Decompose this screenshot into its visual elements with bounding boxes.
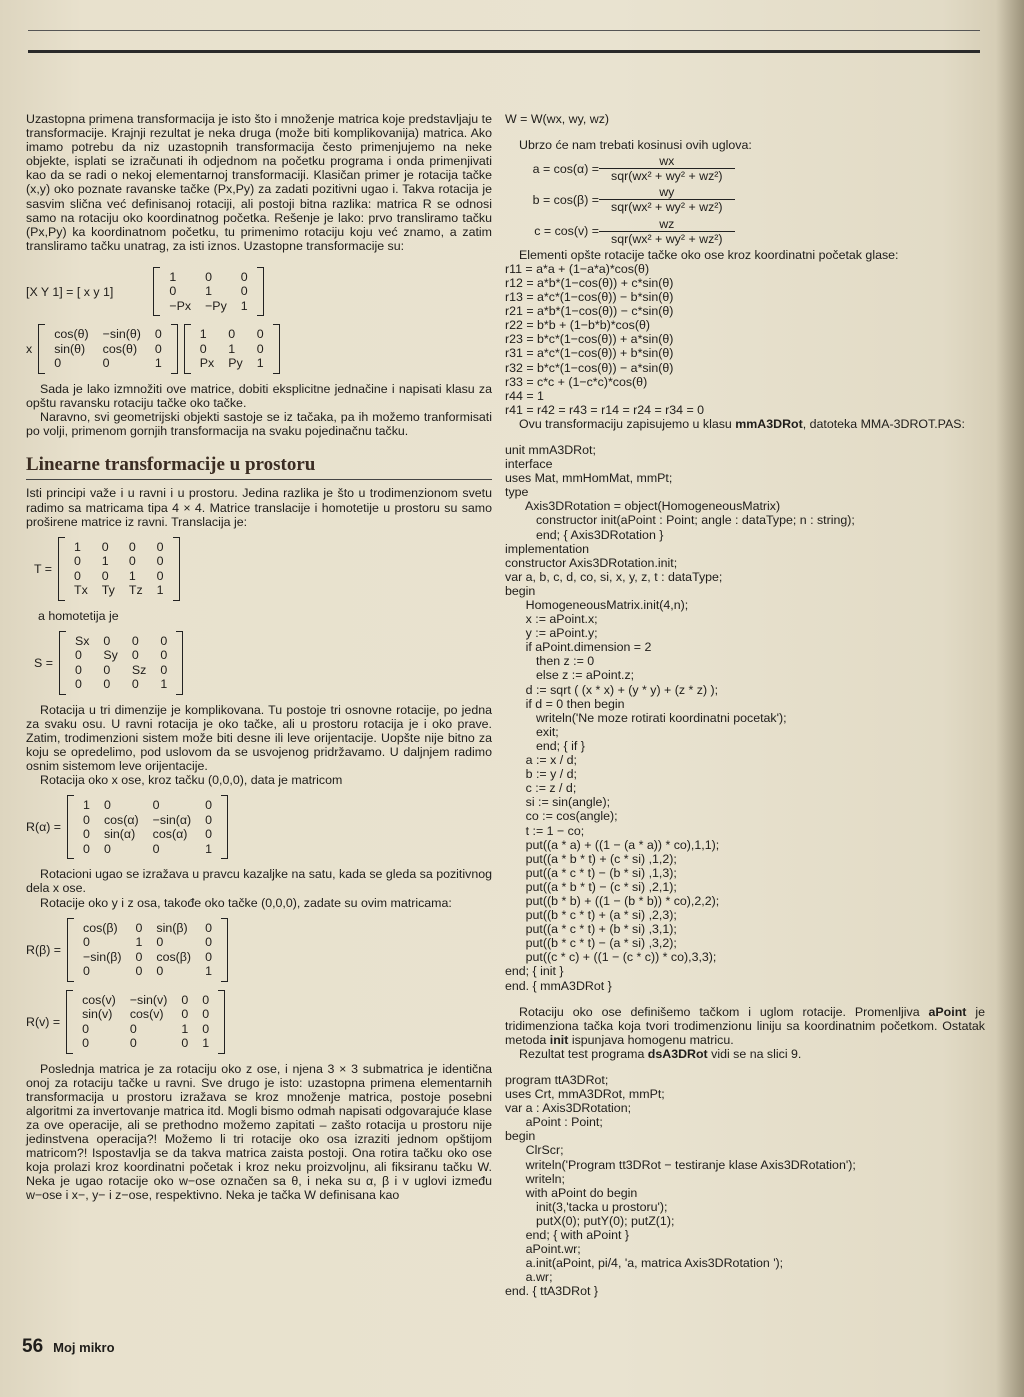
matrix-cell: 1 — [101, 554, 109, 569]
matrix-cell: 0 — [181, 1007, 189, 1022]
matrix-row — [47, 356, 169, 371]
matrix-cell: −Py — [205, 298, 227, 313]
matrix-cell: Sz — [131, 662, 147, 677]
matrix-cell: 0 — [74, 662, 82, 677]
formula-denominator: sqr(wx² + wy² + wz²) — [611, 200, 723, 215]
matrix-cell: 1 — [128, 568, 136, 583]
matrix-cell: sin(α) — [103, 827, 136, 842]
matrix-cell: cos(θ) — [54, 327, 89, 342]
matrix-cell: 0 — [156, 935, 164, 950]
matrix-cell: 0 — [205, 798, 213, 813]
class-name: mmA3DRot — [735, 416, 803, 431]
text-run: ispunjava homogenu matricu. — [568, 1032, 734, 1047]
matrix-cell: 0 — [152, 798, 160, 813]
matrix-row — [75, 1022, 216, 1037]
matrix-cell: sin(β) — [156, 920, 188, 935]
matrix-row — [76, 813, 219, 828]
matrix-row — [67, 540, 171, 555]
text-point-w: W = W(wx, wy, wz) — [505, 112, 610, 126]
paragraph-3d-rotation: Rotacija u tri dimenzije je komplikovana. Tu postoje tri osnovne rotacije, po jedna za svaku osu. U ravni rotacija je oko tačke, ali u prostoru rotacija je i oko prave. Zatim, trodimenzioni sistem može biti desne ili leve orijentacije. Uopšte nije bitno za koju se opredelimo, pod uslovom da se usvojenog pridržavamo. U daljnjem radimo osnim sistemom leve orijentacije. — [26, 702, 492, 774]
matrix-label: x — [26, 342, 33, 357]
matrix-rotation-y — [67, 918, 228, 982]
matrix-cell: cos(α) — [103, 812, 139, 827]
matrix-cell: 0 — [83, 812, 90, 827]
matrix-scaling-3d — [59, 631, 183, 695]
matrix-cell: 0 — [103, 677, 111, 692]
matrix-rotation-z — [66, 990, 225, 1054]
matrix-row — [68, 634, 174, 649]
matrix-cell: 0 — [156, 539, 164, 554]
paragraph-3d-principles: Isti principi važe i u ravni i u prostoru. Jedina razlika je što u trodimenzionom svetu radimo sa matricama tipa 4 × 4. Matrice translacije i homotetije u prostoru su samo proširene matrice iz ravni. Translacija je: — [26, 486, 492, 529]
matrix-cell: Py — [228, 356, 243, 371]
matrix-cell: Sy — [103, 648, 118, 663]
matrix-cell: cos(β) — [156, 949, 192, 964]
paragraph-general-rotation: Poslednja matrica je za rotaciju oko z ose, i njena 3 × 3 submatrica je identična onoj za rotaciju tačke u ravni. Sve drugo je isto: uzastopna primena elementarnih transformacija u prostoru izražava se kroz množenje matrica, postoje posebni algoritmi za invertovanje matrica itd. Mogli bismo odmah napisati odgovarajuće klase za ove operacije, ali se prethodno možemo zapitati – zašto rotacija u prostoru nije jedinstvena operacija?! Možemo li tri rotacije oko osa izraziti jednom opštijom matricom?! Ispostavlja se da takva matrica zaista postoji. Ona rotira tačku oko ose koja prolazi kroz koordinatni početak i kroz neku proizvoljnu, ali fiksiranu tačku W. Neka je ugao rotacije oko w−ose označen sa θ, i neka su α, β i v uglovi između w−ose i x−, y− i z−ose, respektivno. Neka je tačka W definisana kao — [26, 1061, 492, 1203]
paragraph-rotation-elements: Elementi opšte rotacije tačke oko ose kroz koordinatni početak glase: — [519, 247, 899, 262]
matrix-row — [68, 648, 174, 663]
matrix-row — [162, 284, 254, 299]
formula-label: a = cos(α) = — [532, 161, 599, 176]
matrix-cell: 1 — [256, 356, 264, 371]
text-run: Rezultat test programa — [519, 1046, 648, 1061]
matrix-row — [75, 1036, 216, 1051]
matrix-row — [76, 964, 219, 979]
matrix-rotation-x — [67, 795, 228, 859]
paragraph-test-result — [505, 1047, 985, 1061]
matrix-cell: Sx — [74, 633, 90, 648]
matrix-row — [47, 327, 169, 342]
matrix-cell: 0 — [156, 568, 164, 583]
matrix-equation-Ra — [26, 795, 492, 859]
matrix-label: S = — [34, 655, 53, 670]
program-name: dsA3DRot — [647, 1046, 708, 1061]
matrix-cell: 0 — [135, 964, 143, 979]
text-run: je tridimenziona tačka koja tvori trodimenzionu liniju sa koordinatnim početkom. Ostatak metoda — [505, 1004, 985, 1047]
matrix-cell: −sin(α) — [152, 812, 192, 827]
matrix-row — [162, 299, 254, 314]
matrix-cell: 0 — [82, 1021, 89, 1036]
matrix-cell: 0 — [205, 935, 212, 950]
matrix-cell: Ty — [101, 583, 115, 598]
matrix-cell: cos(β) — [83, 920, 118, 935]
formula-numerator: wz — [599, 217, 735, 232]
text-run: Ovu transformaciju zapisujemo u klasu — [519, 416, 736, 431]
matrix-row — [76, 921, 219, 936]
matrix-row — [67, 554, 171, 569]
matrix-cell: 0 — [156, 554, 164, 569]
matrix-label: R(β) = — [26, 942, 62, 957]
matrix-cell: 1 — [202, 1036, 210, 1051]
matrix-row — [76, 827, 219, 842]
matrix-label: R(α) = — [26, 820, 62, 835]
matrix-cell: 0 — [74, 554, 81, 569]
left-column — [26, 112, 492, 1203]
matrix-row — [162, 270, 254, 285]
matrix-cell: 0 — [131, 677, 139, 692]
page-spine-shadow — [996, 0, 1024, 1397]
matrix-cell: 1 — [228, 341, 236, 356]
matrix-label: T = — [34, 561, 53, 576]
matrix-row — [47, 342, 169, 357]
matrix-cell: sin(θ) — [54, 341, 86, 356]
matrix-cell: 1 — [169, 269, 177, 284]
matrix-equation-1 — [26, 267, 492, 317]
matrix-cell: −sin(θ) — [102, 327, 141, 342]
page-number: 56 — [22, 1336, 44, 1357]
matrix-rotation-2d — [38, 324, 178, 374]
matrix-cell: 0 — [154, 327, 162, 342]
matrix-cell: −sin(v) — [129, 992, 168, 1007]
matrix-cell: 0 — [82, 1036, 89, 1051]
top-rule-thin — [28, 30, 980, 31]
matrix-cell: 0 — [83, 935, 90, 950]
matrix-label: R(v) = — [26, 1014, 61, 1029]
matrix-row — [76, 798, 219, 813]
matrix-cell: 0 — [205, 827, 213, 842]
matrix-equation-2 — [26, 324, 492, 374]
variable-name: aPoint — [928, 1004, 967, 1019]
matrix-cell: 1 — [74, 539, 81, 554]
rotation-equations: r11 = a*a + (1−a*a)*cos(θ) r12 = a*b*(1−cos(θ)) + c*sin(θ) r13 = a*c*(1−cos(θ)) − b*sin(θ) r21 = a*b*(1−cos(θ)) − c*sin(θ) r22 = b*b + (1−b*b)*cos(θ) r23 = b*c*(1−cos(θ)) + a*sin(θ) r31 = a*c*(1−cos(θ)) + b*sin(θ) r32 = b*c*(1−cos(θ)) − a*sin(θ) r33 = c*c + (1−c*c)*cos(θ) r44 = 1 r41 = r42 = r43 = r14 = r24 = r34 = 0 — [505, 261, 705, 417]
matrix-cell: 0 — [160, 662, 168, 677]
matrix-cell: 0 — [228, 327, 236, 342]
matrix-cell: 0 — [135, 920, 143, 935]
matrix-cell: 0 — [240, 284, 248, 299]
matrix-cell: 0 — [240, 269, 248, 284]
matrix-cell: 1 — [199, 327, 207, 342]
matrix-cell: 1 — [181, 1021, 189, 1036]
top-rule-thick — [28, 50, 980, 53]
matrix-row — [68, 677, 174, 692]
formula-label: b = cos(β) = — [532, 192, 599, 207]
matrix-row — [68, 663, 174, 678]
formula-numerator: wx — [599, 154, 735, 169]
matrix-row — [193, 342, 271, 357]
matrix-cell: 0 — [154, 341, 162, 356]
matrix-cell: 0 — [199, 341, 207, 356]
matrix-cell: 0 — [256, 341, 264, 356]
section-heading: Linearne transformacije u prostoru — [26, 458, 492, 480]
text-run: , datoteka MMA-3DROT.PAS: — [802, 416, 965, 431]
matrix-row — [67, 583, 171, 598]
paragraph-intro: Uzastopna primena transformacija je isto što i množenje matrica koje predstavljaju te transformacije. Krajnji rezultat je neka druga (može biti komplikovanija) matrica. Ako imamo potrebu da niz uzastopnih transformacija često primenjujemo na neke objekte, isplati se izračunati ih odjednom na početku programa i onda primenjivati kao da se radi o nekoj elementarnoj transformaciji. Klasičan primer je rotacija tačke (x,y) oko poznate ravanske tačke (Px,Py) za zadati pozitivni ugao i. Takva rotacija je sasvim slična već definisanoj rotaciji, ali postoji bitna razlika: matrica R se odnosi samo na rotaciju oko koordinatnog početka. Rešenje je lako: prvo transliramo tačku (Px,Py) ka koordinatnom početku, tu primenimo rotaciju koju već znamo, a zatim transliramo tačku unatrag, za isti iznos. Uzastopne transformacije su: — [26, 112, 492, 253]
matrix-row — [193, 356, 271, 371]
matrix-cell: Tx — [74, 583, 88, 598]
matrix-cell: 0 — [128, 539, 136, 554]
matrix-cell: 0 — [101, 568, 109, 583]
matrix-equation-S — [26, 631, 492, 695]
matrix-cell: 1 — [154, 356, 162, 371]
text-homothety: a homotetija je — [38, 608, 119, 623]
matrix-cell: 0 — [129, 1036, 137, 1051]
paragraph-y-z-rotation: Rotacije oko y i z osa, takođe oko tačke (0,0,0), zadate su ovim matricama: — [40, 895, 452, 910]
matrix-cell: 0 — [152, 841, 160, 856]
matrix-cell: 0 — [83, 827, 90, 842]
matrix-cell: 0 — [156, 964, 164, 979]
matrix-cell: Px — [199, 356, 215, 371]
page-footer — [22, 1336, 115, 1358]
formula-cos-alpha — [519, 154, 985, 183]
matrix-cell: 0 — [205, 269, 212, 284]
right-column — [505, 112, 985, 1299]
matrix-cell: 0 — [83, 841, 90, 856]
matrix-row — [193, 327, 271, 342]
matrix-label: [X Y 1] = [ x y 1] — [26, 284, 114, 299]
formula-cos-v — [519, 217, 985, 246]
matrix-cell: 0 — [74, 568, 81, 583]
matrix-cell: 1 — [83, 798, 90, 813]
matrix-cell: 0 — [205, 920, 212, 935]
matrix-cell: 1 — [205, 284, 212, 299]
matrix-cell: 0 — [103, 662, 111, 677]
matrix-cell: 0 — [202, 1007, 210, 1022]
matrix-cell: 1 — [205, 964, 212, 979]
matrix-cell: −Px — [169, 298, 192, 313]
matrix-equation-T — [26, 537, 492, 601]
matrix-cell: cos(v) — [129, 1007, 164, 1022]
formula-label: c = cos(v) = — [534, 224, 599, 239]
matrix-cell: 0 — [160, 648, 168, 663]
matrix-cell: 0 — [169, 284, 177, 299]
formula-denominator: sqr(wx² + wy² + wz²) — [611, 169, 723, 184]
matrix-cell: cos(θ) — [102, 341, 138, 356]
matrix-cell: cos(v) — [82, 992, 116, 1007]
matrix-cell: 0 — [181, 992, 189, 1007]
magazine-name: Moj mikro — [53, 1340, 115, 1355]
matrix-cell: 0 — [205, 812, 213, 827]
matrix-cell: 0 — [135, 949, 143, 964]
matrix-cell: cos(α) — [152, 827, 188, 842]
matrix-row — [75, 1007, 216, 1022]
matrix-cell: 0 — [128, 554, 136, 569]
matrix-row — [75, 993, 216, 1008]
matrix-translation-3d — [58, 537, 180, 601]
matrix-cell: 1 — [240, 298, 248, 313]
matrix-row — [76, 842, 219, 857]
paragraph-x-rotation: Rotacija oko x ose, kroz tačku (0,0,0), data je matricom — [40, 773, 343, 788]
matrix-cell: 0 — [202, 1021, 210, 1036]
matrix-row — [76, 935, 219, 950]
code-listing-ttA3DRot: program ttA3DRot; uses Crt, mmA3DRot, mmPt; var a : Axis3DRotation; aPoint : Point; begin ClrScr; writeln('Program tt3DRot − testiranje klase Axis3DRotation'); writeln; with aPoint do begin init(3,'tacka u prostoru'); putX(0); putY(0); putZ(1); end; { with aPoint } aPoint.wr; a.init(aPoint, pi/4, 'a, matrica Axis3DRotation '); a.wr; end. { ttA3DRot } — [505, 1073, 856, 1299]
matrix-equation-Rv — [26, 990, 492, 1054]
text-run: Rotaciju oko ose definišemo tačkom i uglom rotacije. Promenljiva — [519, 1004, 929, 1019]
matrix-cell: 0 — [202, 992, 210, 1007]
matrix-cell: 0 — [83, 964, 90, 979]
matrix-cell: 1 — [156, 583, 164, 598]
matrix-cell: 0 — [101, 539, 109, 554]
matrix-cell: 1 — [160, 677, 168, 692]
matrix-cell: 0 — [103, 798, 111, 813]
matrix-equation-Rb — [26, 918, 492, 982]
matrix-cell: 0 — [131, 648, 139, 663]
method-name: init — [549, 1032, 569, 1047]
matrix-cell: sin(v) — [82, 1007, 113, 1022]
matrix-back-translation-2d — [184, 324, 280, 374]
matrix-cell: 0 — [129, 1021, 137, 1036]
matrix-cell: 0 — [256, 327, 264, 342]
formula-cos-beta — [519, 185, 985, 214]
paragraph-cosines: Ubrzo će nam trebati kosinusi ovih uglova: — [519, 138, 752, 153]
matrix-cell: 0 — [103, 841, 111, 856]
code-listing-mmA3DRot: unit mmA3DRot; interface uses Mat, mmHomMat, mmPt; type Axis3DRotation = object(HomogeneousMatrix) constructor init(aPoint : Point; angle : dataType; n : string); end; { Axis3DRotation } implementation constructor Axis3DRotation.init; var a, b, c, d, co, si, x, y, z, t : dataType; begin HomogeneousMatrix.init(4,n); x := aPoint.x; y := aPoint.y; if aPoint.dimension = 2 then z := 0 else z := aPoint.z; d := sqrt ( (x * x) + (y * y) + (z * z) ); if d = 0 then begin writeln('Ne moze rotirati koordinatni pocetak'); exit; end; { if } a := x / d; b := y / d; c := z / d; si := sin(angle); co := cos(angle); t := 1 − co; put((a * a) + ((1 − (a * a)) * co),1,1); put((a * b * t) + (c * si) ,1,2); put((a * c * t) − (b * si) ,1,3); put((a * b * t) − (c * si) ,2,1); put((b * b) + ((1 − (b * b)) * co),2,2); put((b * c * t) + (a * si) ,2,3); put((a * c * t) + (b * si) ,3,1); put((b * c * t) − (a * si) ,3,2); put((c * c) + ((1 − (c * c)) * co),3,3); end; { init } end. { mmA3DRot } — [505, 442, 855, 993]
paragraph-multiply: Sada je lako izmnožiti ove matrice, dobiti eksplicitne jednačine i napisati klasu za opštu ravansku rotaciju tačke oko tačke. — [26, 381, 492, 411]
matrix-translation-2d — [153, 267, 263, 317]
text-run: vidi se na slici 9. — [707, 1046, 802, 1061]
matrix-cell: 0 — [160, 633, 168, 648]
matrix-cell: 0 — [74, 648, 82, 663]
paragraph-class-intro — [505, 417, 985, 431]
paragraph-rotation-direction: Rotacioni ugao se izražava u pravcu kazaljke na satu, kada se gleda sa pozitivnog dela x ose. — [26, 867, 492, 896]
matrix-cell: 0 — [131, 633, 139, 648]
formula-numerator: wy — [599, 185, 735, 200]
matrix-cell: Tz — [128, 583, 143, 598]
matrix-cell: 0 — [74, 677, 82, 692]
paragraph-apoint — [505, 1005, 985, 1047]
paragraph-geometric-objects: Naravno, svi geometrijski objekti sastoje se iz tačaka, pa ih možemo tranformisati po volji, primenom gornjih transformacija na svaku pojedinačnu tačku. — [26, 410, 492, 439]
matrix-cell: 1 — [135, 935, 143, 950]
matrix-cell: 0 — [181, 1036, 189, 1051]
formula-denominator: sqr(wx² + wy² + wz²) — [611, 231, 723, 246]
matrix-cell: 1 — [205, 841, 213, 856]
matrix-cell: 0 — [103, 633, 111, 648]
matrix-row — [76, 950, 219, 965]
matrix-cell: 0 — [102, 356, 110, 371]
matrix-cell: 0 — [205, 949, 212, 964]
matrix-row — [67, 569, 171, 584]
matrix-cell: −sin(β) — [83, 949, 122, 964]
matrix-cell: 0 — [54, 356, 62, 371]
